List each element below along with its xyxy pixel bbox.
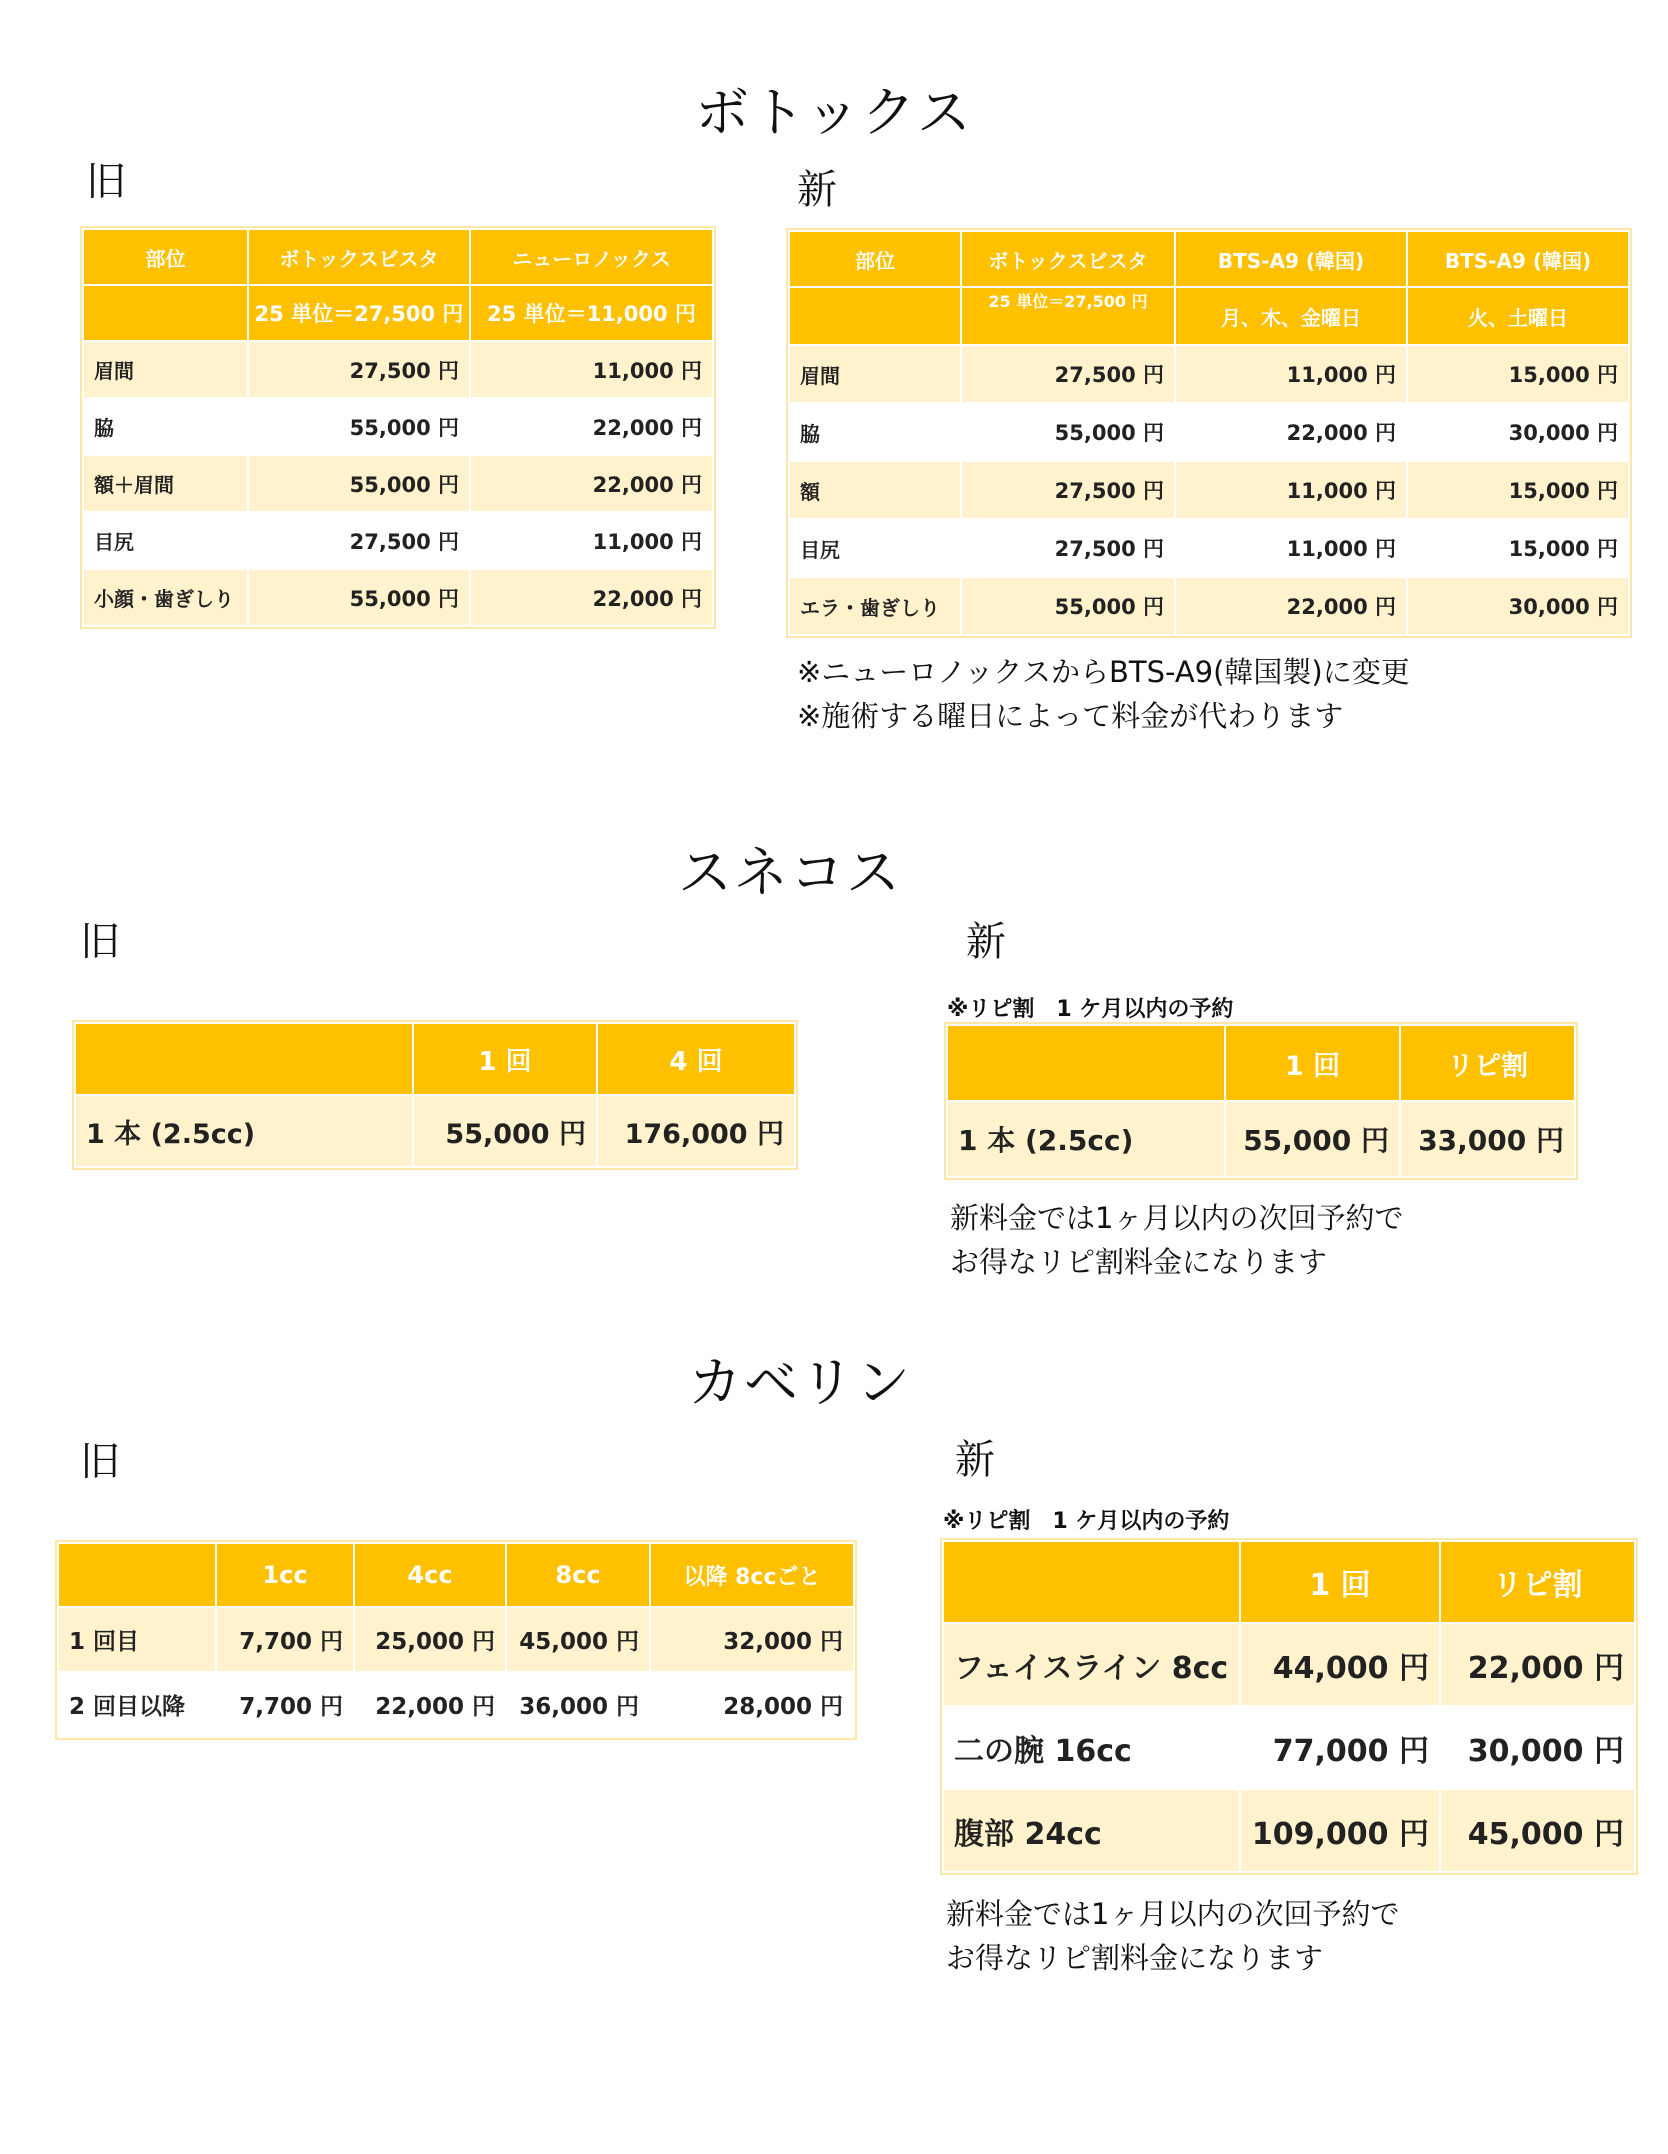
botox-old-label: 旧 <box>86 159 126 205</box>
subheader-cell: 25 単位＝27,500 円 <box>961 287 1175 345</box>
table-row <box>58 1607 854 1672</box>
header-cell: BTS-A9 (韓国) <box>1175 231 1407 287</box>
price-cell: 77,000 円 <box>1240 1706 1440 1789</box>
table-row <box>789 519 1629 577</box>
subheader-cell: 25 単位＝27,500 円 <box>248 285 470 341</box>
price-cell: 25,000 円 <box>354 1607 506 1672</box>
header-cell <box>943 1541 1240 1623</box>
table-header-row <box>75 1023 795 1095</box>
header-cell: 8cc <box>506 1543 650 1607</box>
header-cell <box>58 1543 216 1607</box>
sneccos-new-table <box>946 1024 1576 1178</box>
row-label: 二の腕 16cc <box>943 1706 1240 1789</box>
sneccos-old-table <box>74 1022 796 1168</box>
price-cell: 55,000 円 <box>961 403 1175 461</box>
row-label: 目尻 <box>789 519 961 577</box>
header-cell: BTS-A9 (韓国) <box>1407 231 1629 287</box>
table-row <box>789 403 1629 461</box>
price-cell: 15,000 円 <box>1407 519 1629 577</box>
kabelline-new-table <box>942 1540 1636 1873</box>
sneccos-note-1: 新料金では1ヶ月以内の次回予約で <box>950 1201 1404 1235</box>
price-cell: 11,000 円 <box>1175 461 1407 519</box>
header-cell: 4cc <box>354 1543 506 1607</box>
price-cell: 27,500 円 <box>248 512 470 569</box>
sneccos-new-label: 新 <box>966 919 1006 965</box>
row-label: 額 <box>789 461 961 519</box>
row-label: フェイスライン 8cc <box>943 1623 1240 1706</box>
price-cell: 55,000 円 <box>413 1095 597 1167</box>
price-cell: 22,000 円 <box>1175 403 1407 461</box>
table-subheader-row <box>83 285 713 341</box>
table-row <box>83 569 713 626</box>
price-cell: 28,000 円 <box>650 1672 854 1737</box>
row-label: 眉間 <box>83 341 248 398</box>
table-row <box>75 1095 795 1167</box>
header-cell: 1 回 <box>1225 1025 1400 1101</box>
botox-new-label: 新 <box>797 167 837 213</box>
header-cell: 1 回 <box>413 1023 597 1095</box>
kabelline-old-table <box>57 1542 855 1738</box>
kabelline-note-2: お得なリピ割料金になります <box>946 1941 1324 1975</box>
row-label: エラ・歯ぎしり <box>789 577 961 635</box>
table-row <box>943 1789 1635 1872</box>
price-cell: 27,500 円 <box>961 461 1175 519</box>
price-cell: 55,000 円 <box>248 398 470 455</box>
botox-note-2: ※施術する曜日によって料金が代わります <box>797 699 1344 733</box>
header-cell: ボトックスビスタ <box>248 229 470 285</box>
price-cell: 45,000 円 <box>506 1607 650 1672</box>
table-header-row <box>947 1025 1575 1101</box>
price-cell: 27,500 円 <box>961 345 1175 403</box>
table-header-row <box>83 229 713 285</box>
row-label: 脇 <box>789 403 961 461</box>
table-row <box>83 512 713 569</box>
botox-new-table <box>788 230 1630 636</box>
botox-old-table <box>82 228 714 627</box>
price-cell: 30,000 円 <box>1407 577 1629 635</box>
header-cell <box>75 1023 413 1095</box>
table-row <box>943 1706 1635 1789</box>
row-label: 目尻 <box>83 512 248 569</box>
price-cell: 22,000 円 <box>1440 1623 1635 1706</box>
header-cell: ボトックスビスタ <box>961 231 1175 287</box>
header-cell <box>947 1025 1225 1101</box>
header-cell: ニューロノックス <box>470 229 713 285</box>
table-header-row <box>789 231 1629 287</box>
price-cell: 22,000 円 <box>470 455 713 512</box>
table-subheader-row <box>789 287 1629 345</box>
kabelline-caption: ※リピ割 1 ケ月以内の予約 <box>943 1509 1230 1534</box>
price-cell: 22,000 円 <box>354 1672 506 1737</box>
subheader-cell <box>83 285 248 341</box>
row-label: 小顔・歯ぎしり <box>83 569 248 626</box>
row-label: 1 回目 <box>58 1607 216 1672</box>
price-cell: 109,000 円 <box>1240 1789 1440 1872</box>
subheader-cell <box>789 287 961 345</box>
row-label: 腹部 24cc <box>943 1789 1240 1872</box>
sneccos-note-2: お得なリピ割料金になります <box>950 1245 1328 1279</box>
row-label: 2 回目以降 <box>58 1672 216 1737</box>
price-cell: 11,000 円 <box>470 512 713 569</box>
table-row <box>789 461 1629 519</box>
price-cell: 11,000 円 <box>470 341 713 398</box>
table-row <box>58 1672 854 1737</box>
price-cell: 7,700 円 <box>216 1607 354 1672</box>
price-cell: 32,000 円 <box>650 1607 854 1672</box>
price-cell: 27,500 円 <box>961 519 1175 577</box>
price-cell: 55,000 円 <box>961 577 1175 635</box>
table-row <box>943 1623 1635 1706</box>
table-header-row <box>58 1543 854 1607</box>
header-cell: リピ割 <box>1400 1025 1575 1101</box>
price-cell: 176,000 円 <box>597 1095 795 1167</box>
subheader-cell: 月、木、金曜日 <box>1175 287 1407 345</box>
price-cell: 45,000 円 <box>1440 1789 1635 1872</box>
price-cell: 22,000 円 <box>470 398 713 455</box>
price-cell: 11,000 円 <box>1175 345 1407 403</box>
table-row <box>789 577 1629 635</box>
row-label: 1 本 (2.5cc) <box>75 1095 413 1167</box>
price-cell: 30,000 円 <box>1440 1706 1635 1789</box>
price-cell: 15,000 円 <box>1407 345 1629 403</box>
row-label: 額＋眉間 <box>83 455 248 512</box>
price-cell: 30,000 円 <box>1407 403 1629 461</box>
row-label: 脇 <box>83 398 248 455</box>
sneccos-old-label: 旧 <box>80 919 120 965</box>
table-row <box>947 1101 1575 1177</box>
row-label: 1 本 (2.5cc) <box>947 1101 1225 1177</box>
subheader-cell: 25 単位＝11,000 円 <box>470 285 713 341</box>
sneccos-caption: ※リピ割 1 ケ月以内の予約 <box>947 997 1234 1022</box>
header-cell: 1cc <box>216 1543 354 1607</box>
table-row <box>789 345 1629 403</box>
price-cell: 33,000 円 <box>1400 1101 1575 1177</box>
table-header-row <box>943 1541 1635 1623</box>
table-row <box>83 341 713 398</box>
kabelline-new-label: 新 <box>955 1437 995 1483</box>
price-cell: 55,000 円 <box>248 455 470 512</box>
price-cell: 7,700 円 <box>216 1672 354 1737</box>
header-cell: リピ割 <box>1440 1541 1635 1623</box>
price-cell: 27,500 円 <box>248 341 470 398</box>
kabelline-old-label: 旧 <box>80 1439 120 1485</box>
price-cell: 55,000 円 <box>1225 1101 1400 1177</box>
table-row <box>83 455 713 512</box>
header-cell: 以降 8ccごと <box>650 1543 854 1607</box>
price-cell: 55,000 円 <box>248 569 470 626</box>
sneccos-title: スネコス <box>678 841 902 904</box>
subheader-cell: 火、土曜日 <box>1407 287 1629 345</box>
price-cell: 36,000 円 <box>506 1672 650 1737</box>
botox-note-1: ※ニューロノックスからBTS-A9(韓国製)に変更 <box>797 655 1410 689</box>
price-cell: 15,000 円 <box>1407 461 1629 519</box>
header-cell: 1 回 <box>1240 1541 1440 1623</box>
header-cell: 4 回 <box>597 1023 795 1095</box>
price-cell: 22,000 円 <box>470 569 713 626</box>
price-cell: 22,000 円 <box>1175 577 1407 635</box>
kabelline-title: カベリン <box>688 1351 912 1414</box>
row-label: 眉間 <box>789 345 961 403</box>
botox-title: ボトックス <box>695 81 973 144</box>
header-cell: 部位 <box>83 229 248 285</box>
header-cell: 部位 <box>789 231 961 287</box>
price-cell: 11,000 円 <box>1175 519 1407 577</box>
price-cell: 44,000 円 <box>1240 1623 1440 1706</box>
table-row <box>83 398 713 455</box>
kabelline-note-1: 新料金では1ヶ月以内の次回予約で <box>946 1897 1400 1931</box>
